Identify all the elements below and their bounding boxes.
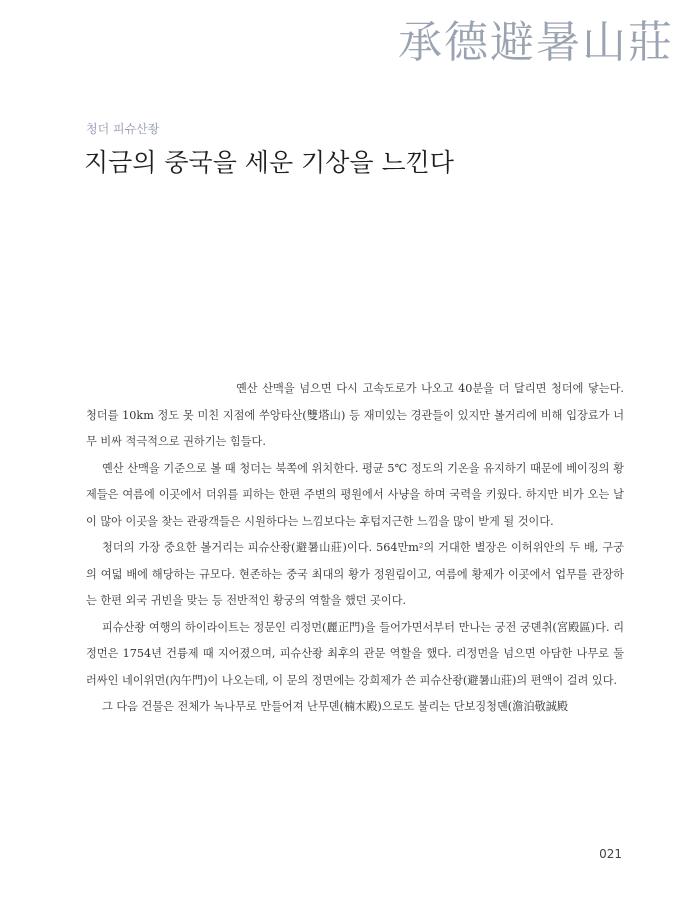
paragraph-2: 옌산 산맥을 기준으로 볼 때 청더는 북쪽에 위치한다. 평균 5℃ 정도의 기온을 유지하기 때문에 베이징의 황제들은 여름에 이곳에서 더위를 피하는 한편 주변의 평원에서 사냥을 하며 국력을 키웠다. 하지만 비가 오는 날이 많아 이곳을 찾는 관광객들은 시원하다는 느낌보다는 후텁지근한 느낌을 많이 받게 될 것이다. (86, 461, 624, 528)
paragraph-4: 피슈산좡 여행의 하이라이트는 정문인 리정먼(麗正門)을 들어가면서부터 만나는 궁전 궁뎬취(宮殿區)다. 리정먼은 1754년 건륭제 때 지어졌으며, 피슈산좡 최후의 관문 역할을 했다. 리정먼을 넘으면 아담한 나무로 둘러싸인 네이위먼(內午門)이 나오는데, 이 문의 정면에는 강희제가 쓴 피슈산좡(避暑山莊)의 편액이 걸려 있다. (86, 620, 624, 687)
page-title: 지금의 중국을 세운 기상을 느낀다 (84, 148, 454, 177)
paragraph-5: 그 다음 건물은 전체가 녹나무로 만들어져 난무뎬(楠木殿)으로도 불리는 단보징청뎬(澹泊敬誠殿 (102, 700, 569, 713)
paragraph-3: 청더의 가장 중요한 볼거리는 피슈산좡(避暑山莊)이다. 564만m²의 거대한 별장은 이허위안의 두 배, 구궁의 여덟 배에 해당하는 규모다. 현존하는 중국 최대의 황가 정원림이고, 여름에 황제가 이곳에서 업무를 관장하는 한편 외국 귀빈을 맞는 등 전반적인 황궁의 역할을 했던 곳이다. (86, 541, 624, 607)
page-number: 021 (599, 847, 622, 861)
body-text (86, 376, 624, 721)
section-label: 청더 피슈산좡 (86, 122, 160, 136)
chapter-hanja-title: 承德避暑山莊 (398, 17, 674, 68)
paragraph-1: 옌산 산맥을 넘으면 다시 고속도로가 나오고 40분을 더 달리면 청더에 닿는다. 청더를 10km 정도 못 미친 지점에 쑤앙타산(雙塔山) 등 재미있는 경관들이 있지만 볼거리에 비해 입장료가 너무 비싸 적극적으로 권하기는 힘들다. (86, 382, 624, 448)
